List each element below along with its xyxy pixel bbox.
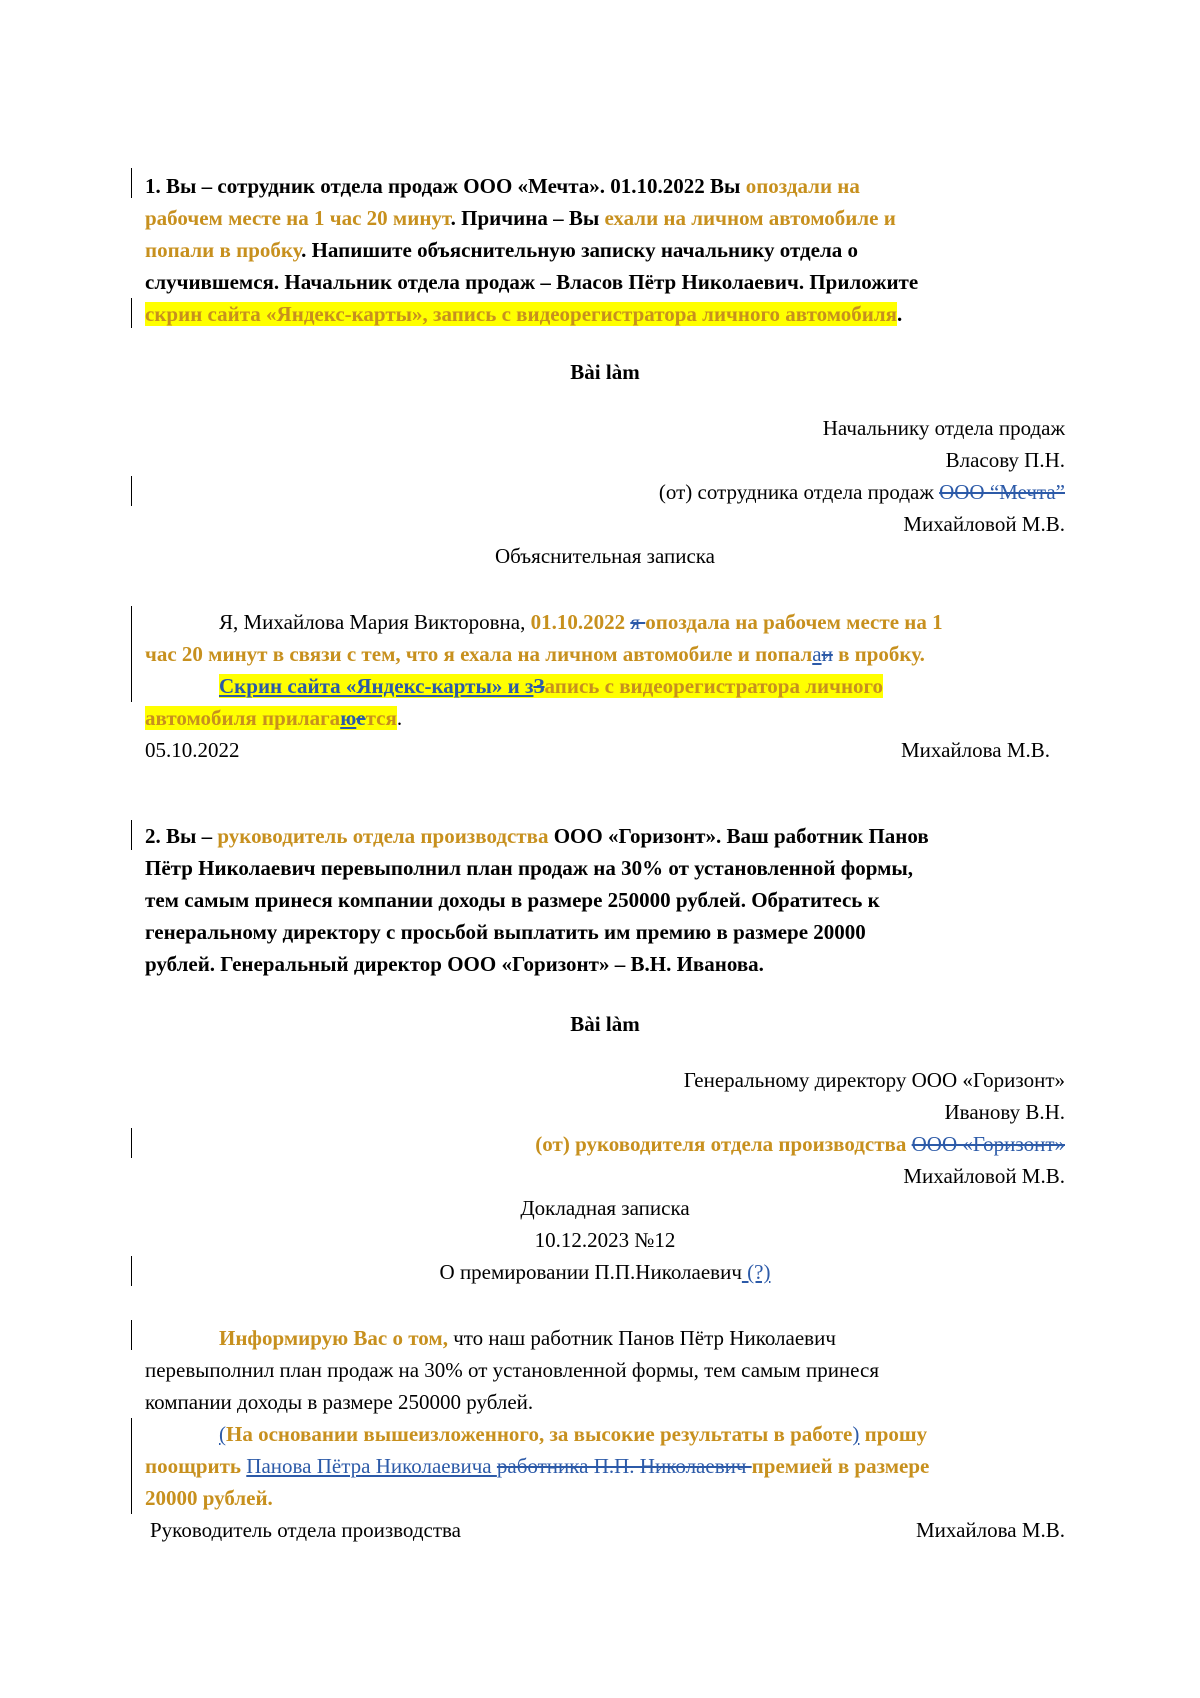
- answer1-body-line-2: [145, 638, 1065, 670]
- inserted-text: Скрин сайта «Яндекс-карты» и з: [219, 674, 534, 698]
- inserted-text: (: [219, 1422, 226, 1446]
- answer2-body-line-3: [145, 1386, 1065, 1418]
- body-text: перевыполнил план продаж на 30% от установленной формы, тем самым принеся: [145, 1358, 879, 1382]
- body-highlight-text: в пробку.: [832, 642, 925, 666]
- answer2-doc-title: [145, 1192, 1065, 1224]
- task2-text: 2. Вы –: [145, 824, 218, 848]
- answer2-body-line-4: [145, 1418, 1065, 1450]
- task1-line-2: [145, 202, 1065, 234]
- body-text: что наш работник Панов Пётр Николаевич: [447, 1326, 836, 1350]
- answer2-body-line-6: [145, 1482, 1065, 1514]
- body-highlight-text: Информирую Вас о том,: [219, 1326, 448, 1350]
- body-highlight-text: апись с видеорегистратора личного: [544, 674, 884, 698]
- answer1-body-line-4: [145, 702, 1065, 734]
- change-bar: [131, 476, 132, 506]
- answer1-body-line-1: [145, 606, 1065, 638]
- answer2-doc-date: [145, 1224, 1065, 1256]
- document-title: Объяснительная записка: [494, 544, 715, 568]
- answer1-doc-title: [145, 540, 1065, 572]
- change-bar: [131, 1320, 132, 1350]
- sender-text: (от) руководителя отдела производства: [535, 1132, 912, 1156]
- change-bar: [131, 1256, 132, 1286]
- task1-text: . Причина – Вы: [450, 206, 605, 230]
- answer1-from-name: [145, 508, 1065, 540]
- change-bar: [131, 298, 132, 328]
- document-title: Докладная записка: [520, 1196, 690, 1220]
- task2-text: тем самым принеся компании доходы в размере 250000 рублей. Обратитесь к: [145, 888, 880, 912]
- signature-name: Михайлова М.В.: [900, 738, 1050, 762]
- change-bar: [131, 820, 132, 850]
- answer2-body-line-2: [145, 1354, 1065, 1386]
- addressee-text: Власову П.Н.: [945, 448, 1065, 472]
- sender-name: Михайловой М.В.: [903, 512, 1065, 536]
- addressee-text: Начальнику отдела продаж: [822, 416, 1065, 440]
- heading-text: Bài làm: [570, 1012, 640, 1036]
- document-date: 05.10.2022: [145, 738, 240, 762]
- task1-highlight-text: рабочем месте на 1 час 20 минут: [145, 206, 451, 230]
- answer1-heading: [145, 356, 1065, 388]
- task2-line-3: [145, 884, 1065, 916]
- deleted-text: ООО “Мечта”: [939, 480, 1065, 504]
- answer1-to-line-1: [145, 412, 1065, 444]
- body-highlight-text: опоздала на рабочем месте на 1: [645, 610, 943, 634]
- answer2-subject: [145, 1256, 1065, 1288]
- body-highlight-text: час 20 минут в связи с тем, что я ехала на личном автомобиле и попал: [145, 642, 813, 666]
- answer1-from-line: [145, 476, 1065, 508]
- task2-highlight-text: руководитель отдела производства: [217, 824, 549, 848]
- task1-highlight-text: попали в пробку: [145, 238, 302, 262]
- addressee-text: Иванову В.Н.: [944, 1100, 1065, 1124]
- task1-line-4: [145, 266, 1065, 298]
- answer2-signature-row: [150, 1514, 1065, 1546]
- inserted-text: а: [812, 642, 822, 666]
- task2-line-4: [145, 916, 1065, 948]
- task1-text: .: [896, 302, 903, 326]
- deleted-text: я: [630, 610, 646, 634]
- task1-text: случившемся. Начальник отдела продаж – Власов Пётр Николаевич. Приложите: [145, 270, 919, 294]
- signature-name: Михайлова М.В.: [915, 1518, 1065, 1542]
- inserted-text: ю: [340, 706, 357, 730]
- answer2-body-line-1: [145, 1322, 1065, 1354]
- heading-text: Bài làm: [570, 360, 640, 384]
- body-highlight-text: поощрить: [145, 1454, 247, 1478]
- deleted-text: е: [356, 706, 366, 730]
- body-highlight-text: прошу: [859, 1422, 928, 1446]
- task1-text: . Напишите объяснительную записку начальнику отдела о: [301, 238, 858, 262]
- deleted-text: и: [821, 642, 833, 666]
- body-highlight-text: автомобиля прилага: [145, 706, 341, 730]
- sender-name: Михайловой М.В.: [903, 1164, 1065, 1188]
- body-highlight-text: 20000 рублей.: [145, 1486, 273, 1510]
- task2-text: Пётр Николаевич перевыполнил план продаж на 30% от установленной формы,: [145, 856, 914, 880]
- subject-text: О премировании П.П.Николаевич: [439, 1260, 742, 1284]
- body-text: Я, Михайлова Мария Викторовна,: [219, 610, 531, 634]
- body-highlight-text: премией в размере: [751, 1454, 930, 1478]
- deleted-text: ООО «Горизонт»: [911, 1132, 1065, 1156]
- sender-text: (от) сотрудника отдела продаж: [658, 480, 940, 504]
- answer2-to-line-2: [145, 1096, 1065, 1128]
- task1-yellow-highlight: скрин сайта «Яндекс-карты», запись с видеорегистратора личного автомобиля: [145, 302, 897, 326]
- deleted-text: З: [533, 674, 545, 698]
- task2-text: генеральному директору с просьбой выплатить им премию в размере 20000: [145, 920, 866, 944]
- addressee-text: Генеральному директору ООО «Горизонт»: [683, 1068, 1065, 1092]
- answer2-from-name: [145, 1160, 1065, 1192]
- body-highlight-text: 01.10.2022: [530, 610, 631, 634]
- task2-line-1: [145, 820, 1065, 852]
- change-bar: [131, 168, 132, 198]
- task1-line-5: [145, 298, 1065, 330]
- inserted-text: (?): [741, 1260, 771, 1284]
- task1-line-1: [145, 170, 1065, 202]
- deleted-text: работника П.П. Николаевич: [496, 1454, 752, 1478]
- task2-line-5: [145, 948, 1065, 980]
- answer2-from-line: [145, 1128, 1065, 1160]
- task2-text: ООО «Горизонт». Ваш работник Панов: [548, 824, 929, 848]
- task1-text: 1. Вы – сотрудник отдела продаж ООО «Мечта». 01.10.2022 Вы: [145, 174, 746, 198]
- inserted-text: Панова Пётра Николаевича: [246, 1454, 497, 1478]
- task1-highlight-text: опоздали на: [745, 174, 860, 198]
- signature-role: Руководитель отдела производства: [150, 1518, 461, 1542]
- inserted-text: ): [852, 1422, 860, 1446]
- task1-highlight-text: ехали на личном автомобиле и: [604, 206, 896, 230]
- answer2-body-line-5: [145, 1450, 1065, 1482]
- change-bar: [131, 1418, 132, 1514]
- body-highlight-text: На основании вышеизложенного, за высокие результаты в работе: [226, 1422, 853, 1446]
- answer2-to-line-1: [145, 1064, 1065, 1096]
- answer1-body-line-3: [145, 670, 1065, 702]
- change-bar: [131, 1128, 132, 1158]
- task1-line-3: [145, 234, 1065, 266]
- body-text: компании доходы в размере 250000 рублей.: [145, 1390, 534, 1414]
- task2-line-2: [145, 852, 1065, 884]
- answer2-heading: [145, 1008, 1065, 1040]
- answer1-signature-row: [145, 734, 1050, 766]
- body-highlight-text: тся: [365, 706, 397, 730]
- answer1-to-line-2: [145, 444, 1065, 476]
- task2-text: рублей. Генеральный директор ООО «Горизонт» – В.Н. Иванова.: [145, 952, 764, 976]
- document-date: 10.12.2023 №12: [534, 1228, 676, 1252]
- body-text: .: [396, 706, 403, 730]
- change-bar: [131, 606, 132, 702]
